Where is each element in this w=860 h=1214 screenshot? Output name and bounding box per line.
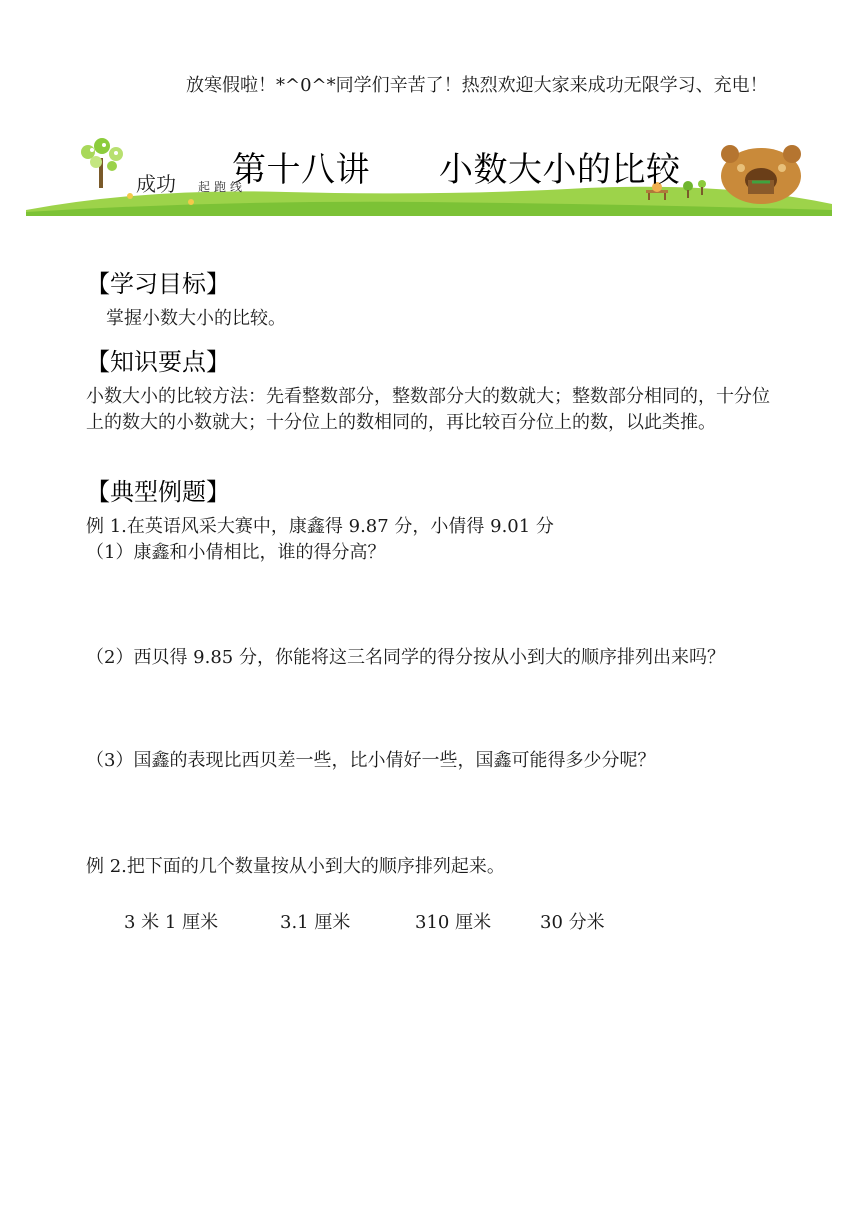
- knowledge-heading: 【知识要点】: [86, 348, 230, 376]
- examples-heading: 【典型例题】: [86, 478, 230, 506]
- example1-question-1: （1）康鑫和小倩相比，谁的得分高？: [86, 542, 386, 563]
- example1-stem: 例 1.在英语风采大赛中，康鑫得 9.87 分，小倩得 9.01 分: [86, 516, 554, 537]
- example1-question-2: （2）西贝得 9.85 分，你能将这三名同学的得分按从小到大的顺序排列出来吗？: [86, 647, 725, 668]
- measure-list: [124, 908, 605, 934]
- hut-icon: [721, 145, 801, 204]
- brand-sublabel: 起跑线: [198, 180, 247, 194]
- measure-item: 3 米 1 厘米: [124, 912, 219, 933]
- example2-stem: 例 2.把下面的几个数量按从小到大的顺序排列起来。: [86, 856, 505, 877]
- measure-item: 310 厘米: [415, 912, 492, 933]
- lecture-banner: [26, 138, 832, 216]
- measure-item: 30 分米: [540, 912, 605, 933]
- goal-text: 掌握小数大小的比较。: [106, 308, 286, 329]
- lecture-title: 第十八讲 小数大小的比较: [232, 150, 681, 190]
- knowledge-text: 小数大小的比较方法：先看整数部分，整数部分大的数就大；整数部分相同的，十分位上的数大的小数就大；十分位上的数相同的，再比较百分位上的数，以此类推。: [86, 386, 770, 433]
- brand-label: 成功: [136, 172, 176, 196]
- intro-line: 放寒假啦！*^0^*同学们辛苦了！热烈欢迎大家来成功无限学习、充电！: [186, 75, 768, 96]
- tree-icon: [81, 138, 123, 188]
- goal-heading: 【学习目标】: [86, 270, 230, 298]
- measure-item: 3.1 厘米: [280, 912, 351, 933]
- example1-question-3: （3）国鑫的表现比西贝差一些，比小倩好一些，国鑫可能得多少分呢？: [86, 750, 656, 771]
